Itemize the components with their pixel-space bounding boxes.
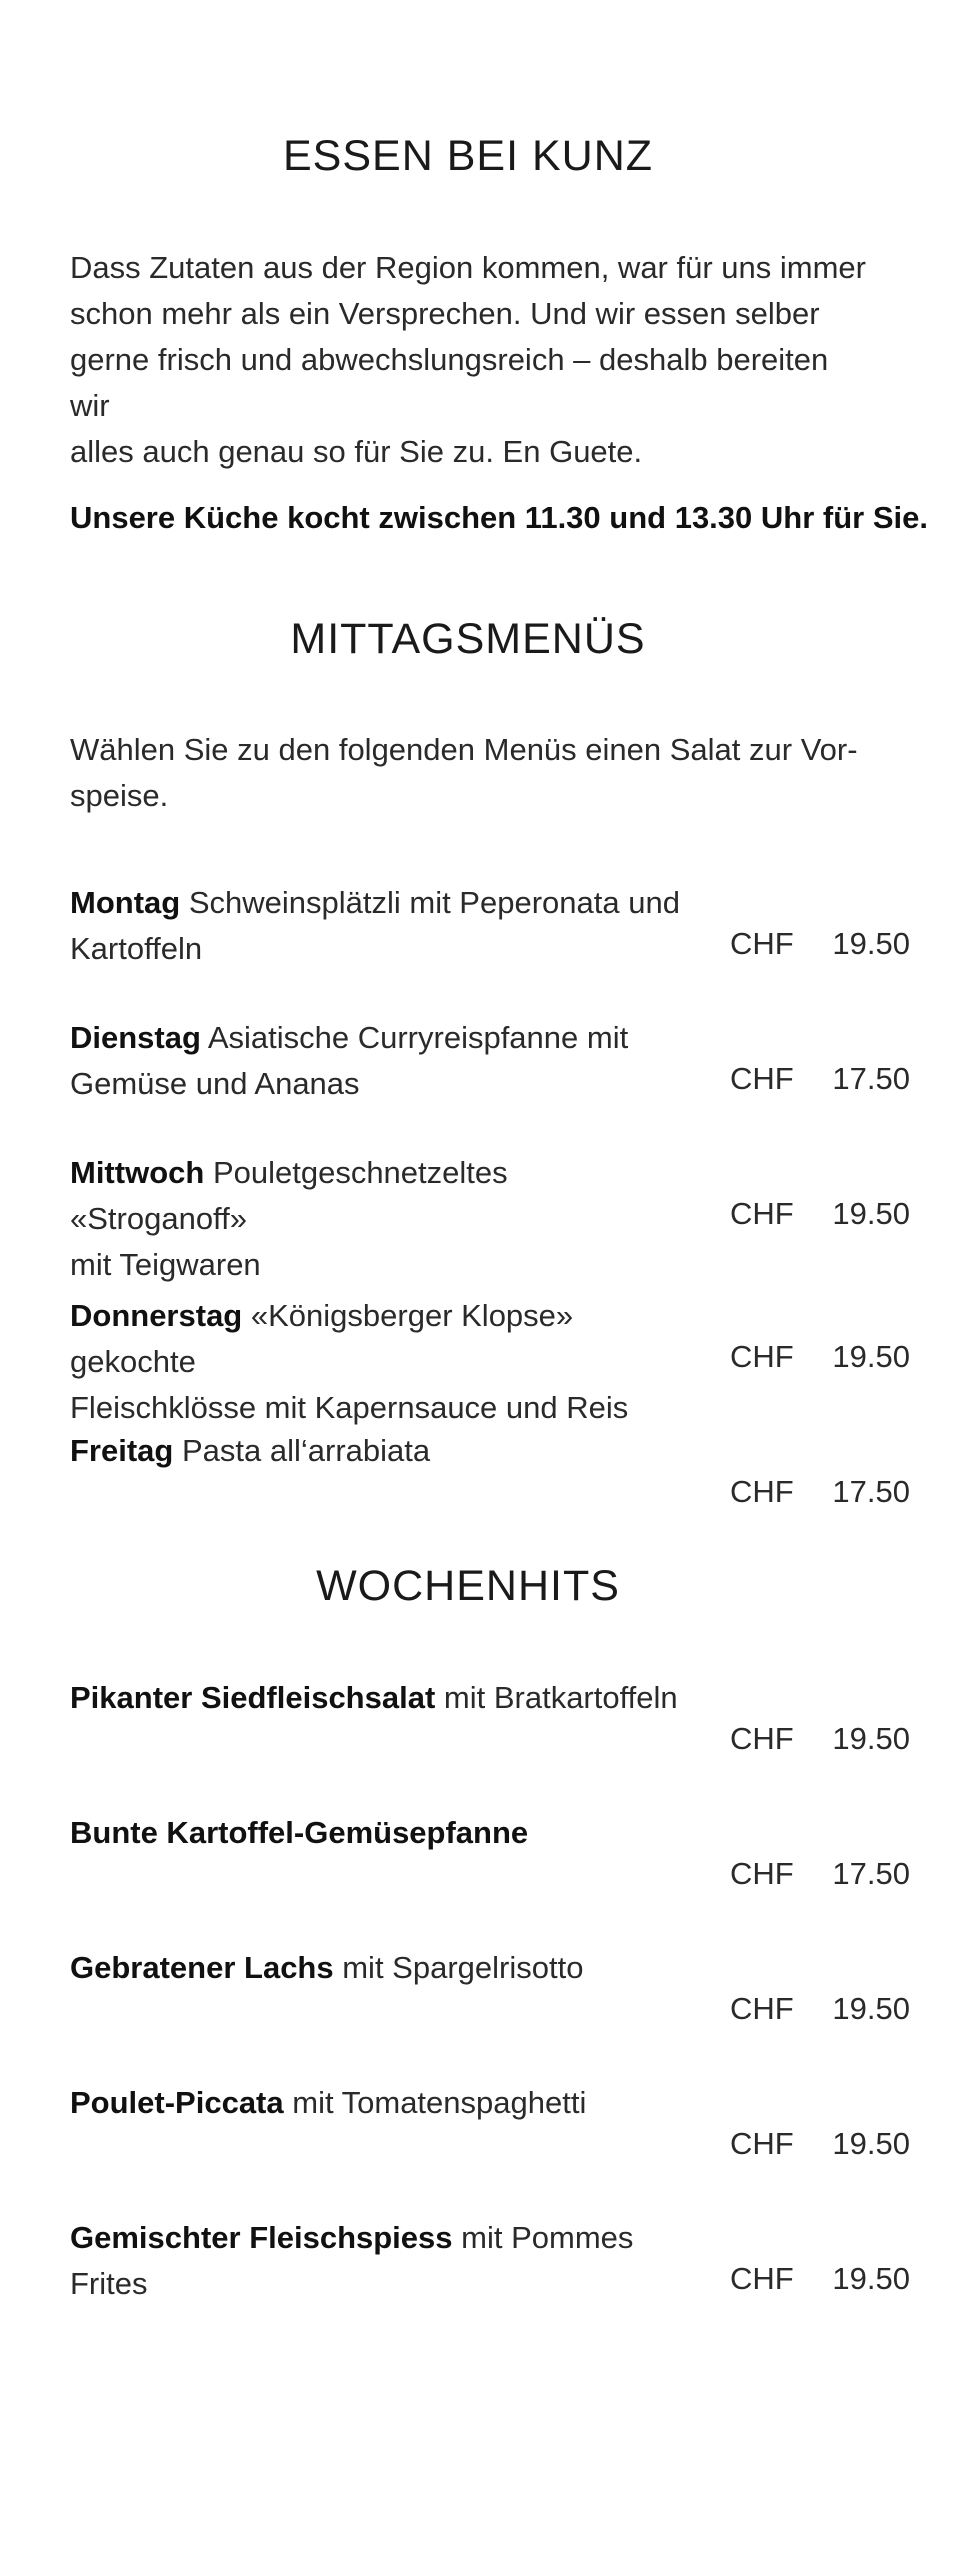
price-amount: 19.50 [832,1991,910,2026]
menu-item-day: Mittwoch [70,1155,205,1190]
menu-item-dish: Schweinsplätzli mit Peperonata und [188,885,680,920]
menu-item-dish: Pouletgeschnetzeltes «Stroganoff» [70,1155,508,1236]
menu-item-dish-cont: Gemüse und Ananas [70,1066,360,1101]
wochenhit-name: Pikanter Siedfleischsalat [70,1680,436,1715]
menu-item-description [70,1293,690,1431]
wochenhit-item [70,1675,910,1775]
kitchen-hours: Unsere Küche kocht zwischen 11.30 und 13.30 Uhr für Sie. [70,500,928,535]
menu-item-dish: «Königsberger Klopse» gekochte [70,1298,574,1379]
price-amount: 19.50 [832,1339,910,1374]
wochenhit-name: Gebratener Lachs [70,1950,334,1985]
intro-line: alles auch genau so für Sie zu. En Guete. [70,434,643,469]
menu-item-dish: Pasta all‘arrabiata [181,1433,431,1468]
menu-item-dish-cont: Fleischklösse mit Kapernsauce und Reis [70,1390,629,1425]
menu-item-dish-cont: mit Teigwaren [70,1247,261,1282]
price-amount: 19.50 [832,926,910,961]
currency-label: CHF [730,1856,794,1891]
menu-item-description [70,1428,690,1474]
wochenhit-item [70,1945,910,2045]
menu-item-day: Freitag [70,1433,174,1468]
menu-item-description [70,1150,690,1288]
wochenhit-item [70,2215,910,2315]
intro-paragraph [70,245,870,475]
wochenhit-item [70,1810,910,1910]
price-amount: 17.50 [832,1856,910,1891]
mittagsmenus-intro-line: Wählen Sie zu den folgenden Menüs einen Salat zur Vor- [70,732,858,767]
currency-label: CHF [730,1474,794,1509]
currency-label: CHF [730,1721,794,1756]
wochenhit-item [70,2080,910,2180]
section-heading-wochenhits: WOCHENHITS [316,1562,620,1610]
menu-item-freitag [70,1428,910,1528]
currency-label: CHF [730,926,794,961]
menu-item-day: Donnerstag [70,1298,243,1333]
currency-label: CHF [730,1061,794,1096]
section-heading-essen: ESSEN BEI KUNZ [282,132,654,180]
price-amount: 19.50 [832,2126,910,2161]
wochenhit-side: mit Tomatenspaghetti [292,2085,587,2120]
menu-item-description [70,1015,690,1107]
price-amount: 19.50 [832,1721,910,1756]
menu-item-description [70,880,690,972]
menu-item-montag [70,880,910,980]
wochenhit-name: Gemischter Fleischspiess [70,2220,453,2255]
wochenhit-description [70,2080,690,2126]
intro-line: gerne frisch und abwechslungsreich – deshalb bereiten wir [70,342,829,423]
wochenhit-side: mit Pommes Frites [70,2220,634,2301]
currency-label: CHF [730,1196,794,1231]
wochenhit-side: mit Spargelrisotto [342,1950,584,1985]
wochenhit-side: mit Bratkartoffeln [443,1680,678,1715]
wochenhit-description [70,1810,690,1856]
wochenhit-description [70,1945,690,1991]
menu-item-day: Dienstag [70,1020,201,1055]
price-amount: 19.50 [832,2261,910,2296]
intro-line: schon mehr als ein Versprechen. Und wir essen selber [70,296,820,331]
menu-item-mittwoch [70,1150,910,1282]
currency-label: CHF [730,2261,794,2296]
intro-line: Dass Zutaten aus der Region kommen, war für uns immer [70,250,866,285]
currency-label: CHF [730,2126,794,2161]
menu-item-dienstag [70,1015,910,1115]
price-amount: 17.50 [832,1061,910,1096]
wochenhit-description [70,2215,690,2307]
section-heading-mittagsmenus: MITTAGSMENÜS [290,615,646,663]
mittagsmenus-intro [70,727,870,819]
price-amount: 19.50 [832,1196,910,1231]
wochenhit-name: Poulet-Piccata [70,2085,284,2120]
wochenhit-name: Bunte Kartoffel-Gemüsepfanne [70,1815,529,1850]
menu-item-donnerstag [70,1293,910,1425]
price-amount: 17.50 [832,1474,910,1509]
menu-item-dish-cont: Kartoffeln [70,931,203,966]
currency-label: CHF [730,1991,794,2026]
currency-label: CHF [730,1339,794,1374]
menu-item-dish: Asiatische Curryreispfanne mit [207,1020,629,1055]
mittagsmenus-intro-line: speise. [70,778,169,813]
menu-item-day: Montag [70,885,181,920]
wochenhit-description [70,1675,690,1721]
